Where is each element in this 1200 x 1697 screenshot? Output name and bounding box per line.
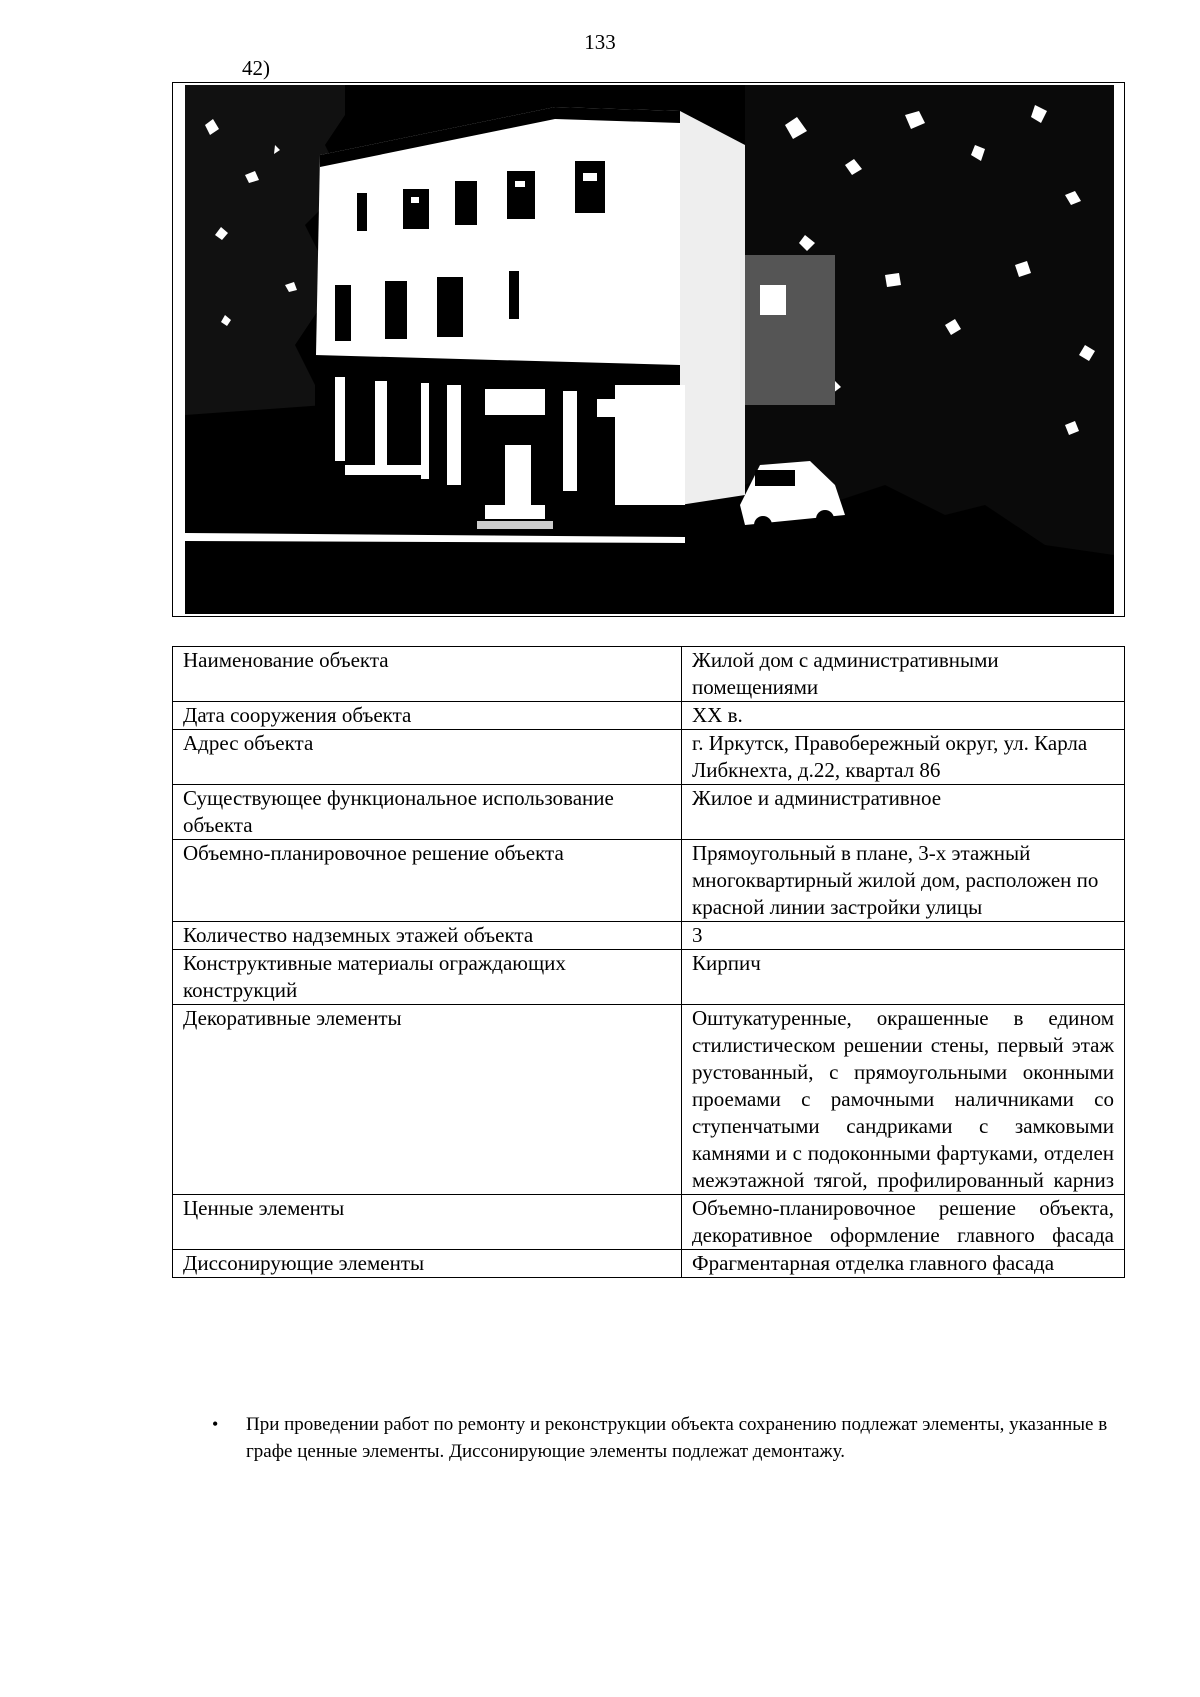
table-row (173, 1005, 1125, 1195)
object-info-table (172, 646, 1125, 1278)
row-value: Жилое и административное (682, 785, 1125, 840)
row-label: Наименование объекта (173, 647, 682, 702)
row-label: Диссонирующие элементы (173, 1250, 682, 1278)
table-row (173, 647, 1125, 702)
row-value: г. Иркутск, Правобережный округ, ул. Карла Либкнехта, д.22, квартал 86 (682, 730, 1125, 785)
table-row (173, 702, 1125, 730)
table-row (173, 922, 1125, 950)
item-number: 42) (242, 56, 270, 80)
preservation-note (212, 1411, 1112, 1465)
row-label: Адрес объекта (173, 730, 682, 785)
table-row (173, 730, 1125, 785)
row-value: Прямоугольный в плане, 3-х этажный многоквартирный жилой дом, расположен по красной линии застройки улицы (682, 840, 1125, 922)
row-label: Конструктивные материалы ограждающих конструкций (173, 950, 682, 1005)
building-photo (172, 82, 1125, 617)
row-value: 3 (682, 922, 1125, 950)
row-value: Жилой дом с административными помещениями (682, 647, 1125, 702)
row-value: Оштукатуренные, окрашенные в едином стилистическом решении стены, первый этаж рустованный, с прямоугольными оконными проемами с рамочными наличниками со ступенчатыми сандриками с замковыми камнями и с подоконными фартуками, отделен межэтажной тягой, профилированный карниз (682, 1005, 1125, 1195)
row-value: XX в. (682, 702, 1125, 730)
table-row (173, 1250, 1125, 1278)
row-label: Ценные элементы (173, 1195, 682, 1250)
table-row (173, 840, 1125, 922)
row-label: Дата сооружения объекта (173, 702, 682, 730)
table-row (173, 1195, 1125, 1250)
building-photo-image (185, 85, 1114, 614)
table-row (173, 950, 1125, 1005)
row-label: Существующее функциональное использование объекта (173, 785, 682, 840)
bullet-icon: • (212, 1414, 219, 1434)
row-label: Количество надземных этажей объекта (173, 922, 682, 950)
row-label: Декоративные элементы (173, 1005, 682, 1195)
note-text: При проведении работ по ремонту и реконструкции объекта сохранению подлежат элементы, указанные в графе ценные элементы. Диссонирующие элементы подлежат демонтажу. (246, 1414, 1108, 1462)
row-label: Объемно-планировочное решение объекта (173, 840, 682, 922)
page-number: 133 (584, 30, 616, 54)
row-value: Кирпич (682, 950, 1125, 1005)
table-row (173, 785, 1125, 840)
row-value: Объемно-планировочное решение объекта, декоративное оформление главного фасада (682, 1195, 1125, 1250)
row-value: Фрагментарная отделка главного фасада (682, 1250, 1125, 1278)
